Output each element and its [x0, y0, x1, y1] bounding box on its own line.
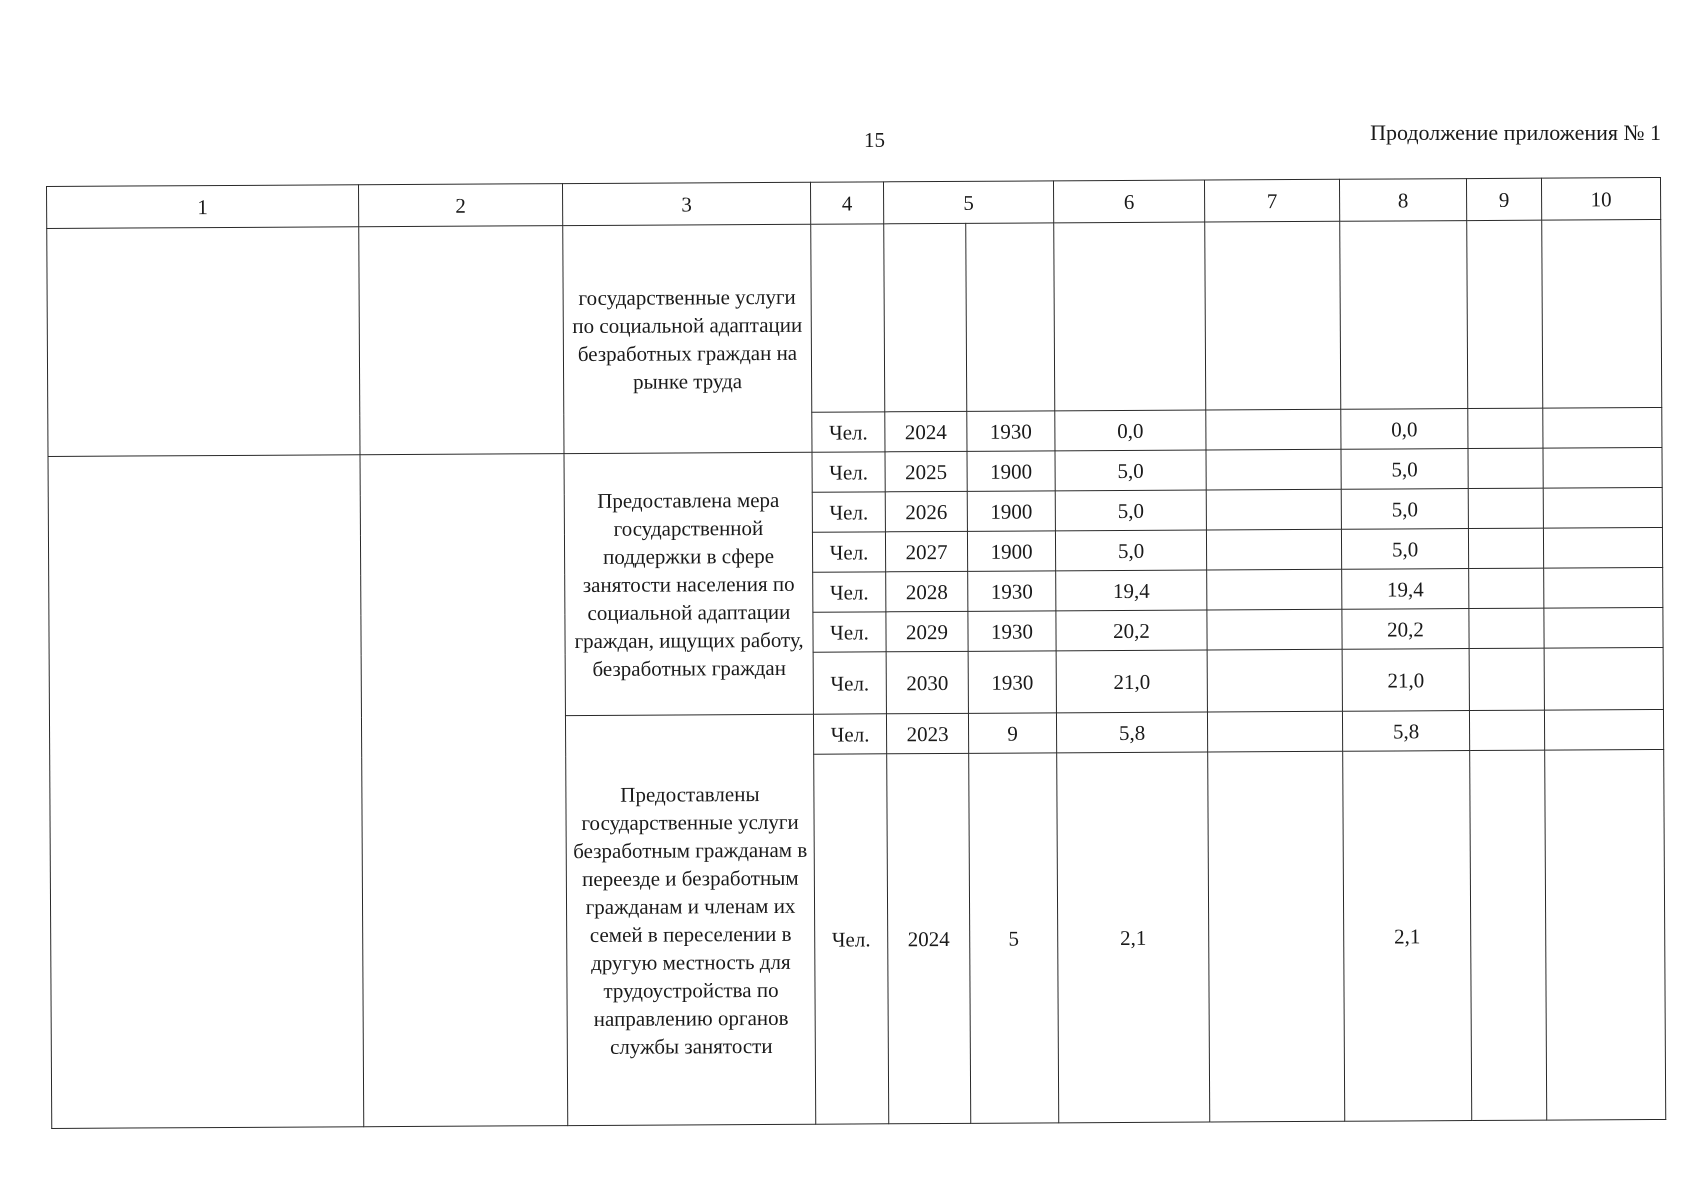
appendix-continuation-label: Продолжение приложения № 1 — [1370, 120, 1661, 145]
col6-value-cell: 20,2 — [1056, 610, 1207, 651]
col8-value-cell: 5,0 — [1341, 449, 1468, 490]
col6-value-cell: 5,0 — [1055, 530, 1206, 571]
unit-cell: Чел. — [812, 412, 885, 452]
col8-value-cell: 5,0 — [1341, 489, 1468, 530]
unit-cell: Чел. — [813, 652, 886, 714]
col6-value-cell: 21,0 — [1056, 650, 1207, 713]
indicator-description: Предоставлены государственные услуги безработным гражданам в переезде и безработным гражданам и членам их семей в переселении в другую местность для трудоустройства по направлению органов службы занятости — [565, 714, 815, 1125]
col-header-10: 10 — [1541, 177, 1660, 220]
base-value-cell: 1900 — [967, 531, 1055, 571]
unit-cell: Чел. — [814, 754, 889, 1124]
col8-value-cell: 5,8 — [1342, 711, 1469, 752]
unit-cell: Чел. — [812, 452, 885, 492]
col8-value-cell: 5,0 — [1341, 529, 1468, 570]
year-cell: 2024 — [885, 411, 967, 451]
col-header-3: 3 — [562, 182, 810, 225]
col6-value-cell: 19,4 — [1056, 570, 1207, 611]
unit-cell: Чел. — [813, 572, 886, 612]
year-cell: 2029 — [886, 611, 968, 651]
col6-value-cell: 5,0 — [1055, 490, 1206, 531]
col-header-2: 2 — [358, 184, 562, 227]
col8-value-cell: 2,1 — [1343, 751, 1472, 1122]
page-number: 15 — [864, 128, 885, 152]
col-header-1: 1 — [47, 185, 359, 229]
base-value-cell: 9 — [968, 713, 1056, 753]
col-header-9: 9 — [1466, 178, 1541, 220]
col-header-5: 5 — [883, 181, 1053, 224]
col-header-4: 4 — [810, 182, 883, 224]
base-value-cell: 5 — [969, 753, 1059, 1123]
year-cell: 2030 — [886, 651, 968, 713]
year-cell: 2027 — [885, 531, 967, 571]
year-cell: 2026 — [885, 491, 967, 531]
unit-cell: Чел. — [813, 612, 886, 652]
cell-col2 — [359, 226, 564, 455]
table-row — [47, 219, 1662, 416]
appendix-table — [46, 177, 1666, 1129]
cell-col1 — [47, 227, 360, 457]
cell-col2 — [360, 454, 568, 1127]
col8-value-cell: 0,0 — [1341, 409, 1468, 450]
col8-value-cell: 21,0 — [1342, 649, 1469, 712]
year-cell: 2025 — [885, 451, 967, 491]
base-value-cell: 1930 — [968, 611, 1056, 651]
col6-value-cell: 2,1 — [1057, 752, 1210, 1123]
base-value-cell: 1930 — [968, 651, 1056, 713]
col6-value-cell: 5,8 — [1056, 712, 1207, 753]
col-header-8: 8 — [1339, 179, 1466, 222]
indicator-description: государственные услуги по социальной адаптации безработных граждан на рынке труда — [563, 224, 812, 453]
unit-cell: Чел. — [812, 532, 885, 572]
col8-value-cell: 19,4 — [1342, 569, 1469, 610]
year-cell: 2028 — [886, 571, 968, 611]
year-cell: 2023 — [886, 713, 968, 753]
col6-value-cell: 5,0 — [1055, 450, 1206, 491]
unit-cell: Чел. — [812, 492, 885, 532]
col-header-7: 7 — [1204, 179, 1339, 222]
base-value-cell: 1900 — [967, 451, 1055, 491]
indicator-description: Предоставлена мера государственной поддержки в сфере занятости населения по социальной адаптации граждан, ищущих работу, безработных граждан — [564, 452, 813, 715]
base-value-cell: 1930 — [968, 571, 1056, 611]
cell-col1 — [48, 455, 364, 1129]
unit-cell: Чел. — [813, 714, 886, 754]
col6-value-cell: 0,0 — [1055, 410, 1206, 451]
year-cell: 2024 — [887, 753, 971, 1123]
col-header-6: 6 — [1053, 180, 1204, 223]
col8-value-cell: 20,2 — [1342, 609, 1469, 650]
base-value-cell: 1930 — [967, 411, 1055, 451]
base-value-cell: 1900 — [967, 491, 1055, 531]
